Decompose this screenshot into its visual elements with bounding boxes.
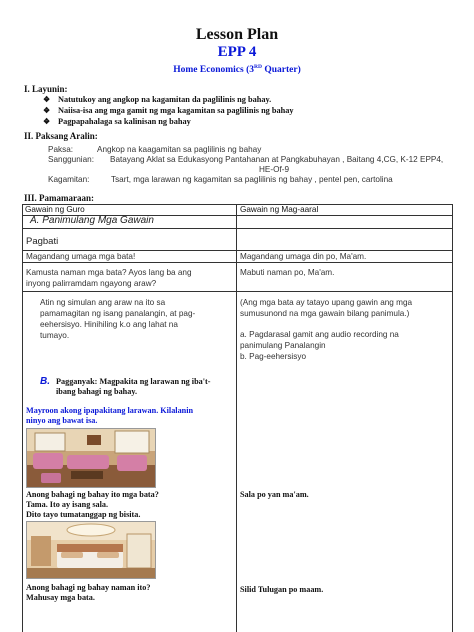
a2-text: Silid Tulugan po maam.: [240, 585, 324, 594]
sanggunian-value-cont: HE-Of-9: [259, 165, 290, 174]
bedroom-photo: [26, 521, 156, 579]
magaaral-greeting: Magandang umaga din po, Ma'am.: [240, 252, 367, 261]
pagganyak-line1: Pagganyak: Magpakita ng larawan ng iba't-: [56, 377, 211, 386]
row-border: [22, 228, 453, 229]
guro-kamusta-line1: Kamusta naman mga bata? Ayos lang ba ang: [26, 268, 192, 277]
magaaral-mabuti: Mabuti naman po, Ma'am.: [240, 268, 335, 277]
guro-simulan-line4: tumayo.: [40, 331, 70, 340]
diamond-bullet-icon: ❖: [43, 106, 51, 115]
paksa-value: Angkop na kaagamitan sa paglilinis ng bahay: [97, 145, 262, 154]
pamamaraan-heading: III. Pamamaraan:: [24, 193, 94, 203]
mayroon-text: [26, 406, 193, 426]
section-b-pagganyak: [56, 377, 232, 397]
q1-tama: Tama. Ito ay isang sala.: [26, 500, 109, 509]
row-border: [22, 291, 453, 292]
a1-text: Sala po yan ma'am.: [240, 490, 309, 499]
q1-dito: Dito tayo tumatanggap ng bisita.: [26, 510, 141, 519]
q1-text: [26, 490, 159, 520]
strand-sup: RD: [254, 64, 262, 70]
living-room-illustration: [27, 429, 155, 487]
living-room-photo: [26, 428, 156, 488]
section-a-heading: A. Panimulang Mga Gawain: [30, 215, 154, 226]
row-border: [22, 262, 453, 263]
guro-kamusta: [26, 267, 192, 289]
objective-text: Naiisa-isa ang mga gamit ng mga kagamitan sa paglilinis ng bahay: [58, 106, 294, 115]
col-header-magaaral: Gawain ng Mag-aaral: [240, 205, 319, 214]
pagbati-label: Pagbati: [26, 236, 59, 247]
subject-title: EPP 4: [217, 44, 257, 60]
q2-text: [26, 583, 150, 603]
paksa-label: Paksa:: [48, 145, 74, 154]
objective-text: Natutukoy ang angkop na kagamitan da paglilinis ng bahay.: [58, 95, 272, 104]
objective-item: [43, 117, 191, 126]
table-right-border: [452, 205, 453, 632]
strand-quarter: [0, 64, 474, 75]
magaaral-tatayo: [240, 297, 412, 319]
sanggunian-label: Sanggunian:: [48, 155, 94, 164]
q1-question: Anong bahagi ng bahay ito mga bata?: [26, 490, 159, 499]
pagganyak-line2: ibang bahagi ng bahay.: [56, 387, 138, 396]
guro-simulan-line3: eehersisyo. Hinihiling k.o ang lahat na: [40, 320, 178, 329]
diamond-bullet-icon: ❖: [43, 95, 51, 104]
lesson-plan-title: Lesson Plan: [195, 26, 279, 43]
objective-text: Pagpapahalaga sa kalinisan ng bahay: [58, 117, 191, 126]
objective-item: [43, 95, 272, 104]
col-header-guro: Gawain ng Guro: [25, 205, 85, 214]
strand-prefix: Home Economics (3: [173, 65, 254, 76]
paksa-heading: II. Paksang Aralin:: [24, 131, 98, 141]
diamond-bullet-icon: ❖: [43, 117, 51, 126]
magaaral-a-line2: panimulang Panalangin: [240, 341, 326, 350]
magaaral-a-line1: a. Pagdarasal gamit ang audio recording na: [240, 330, 399, 339]
guro-simulan-line1: Atin ng simulan ang araw na ito sa: [40, 298, 166, 307]
table-left-border: [22, 205, 23, 632]
mayroon-line1: Mayroon akong ipapakitang larawan. Kilalanin: [26, 406, 194, 415]
kagamitan-label: Kagamitan:: [48, 175, 90, 184]
magaaral-pagdarasal: [240, 329, 399, 362]
objective-item: [43, 106, 294, 115]
magaaral-tatayo-line1: (Ang mga bata ay tatayo upang gawin ang mga: [240, 298, 413, 307]
guro-greeting: Magandang umaga mga bata!: [26, 252, 136, 261]
mayroon-line2: ninyo ang bawat isa.: [26, 416, 98, 425]
layunin-heading: I. Layunin:: [24, 84, 68, 94]
q2-mahusay: Mahusay mga bata.: [26, 593, 95, 602]
kagamitan-value: Tsart, mga larawan ng kagamitan sa paglilinis ng bahay , pentel pen, cartolina: [111, 175, 393, 184]
magaaral-b: b. Pag-eehersisyo: [240, 352, 306, 361]
q2-question: Anong bahagi ng bahay naman ito?: [26, 583, 151, 592]
table-middle-border: [236, 205, 237, 632]
magaaral-tatayo-line2: sumusunond na mga gawain bilang panimula.): [240, 309, 410, 318]
section-b-letter: B.: [40, 376, 50, 387]
guro-simulan: [40, 297, 195, 341]
guro-simulan-line2: pamamagitan ng isang panalangin, at pag-: [40, 309, 196, 318]
table-top-border: [22, 204, 453, 205]
bedroom-illustration: [27, 522, 155, 578]
sanggunian-value: Batayang Aklat sa Edukasyong Pantahanan at Pangkabuhayan , Baitang 4,CG, K-12 EPP4,: [110, 155, 444, 164]
strand-suffix: Quarter): [261, 65, 301, 76]
guro-kamusta-line2: inyong palirramdam ngayong araw?: [26, 279, 157, 288]
